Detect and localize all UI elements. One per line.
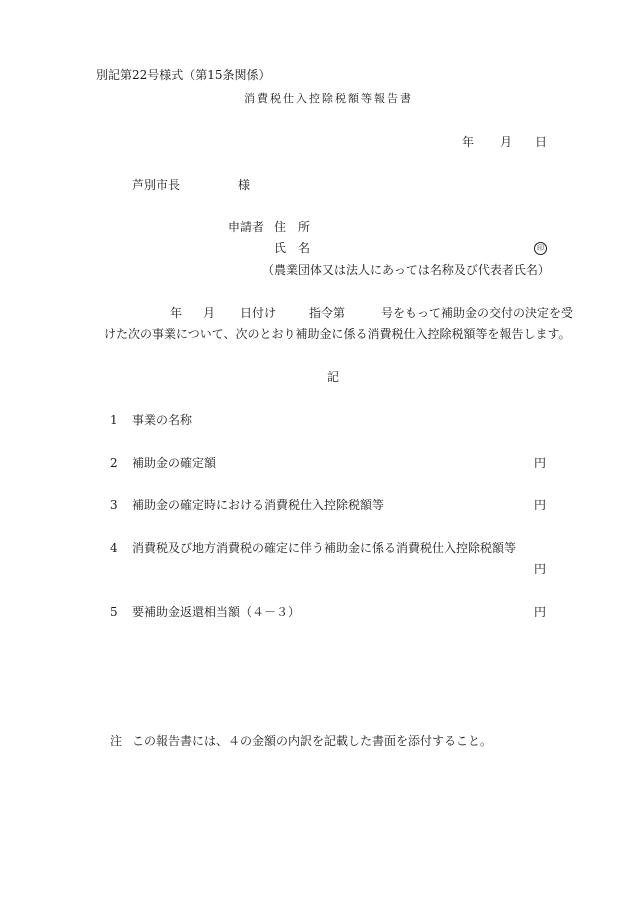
addressee-honorific: 様: [238, 178, 251, 192]
document-title: 消費税仕入控除税額等報告書: [244, 92, 413, 105]
date-day: 日: [535, 135, 548, 149]
body-year: 年: [170, 306, 183, 320]
item-label: 補助金の確定額: [132, 456, 217, 470]
seal-mark: 印: [534, 242, 547, 255]
applicant-note: （農業団体又は法人にあっては名称及び代表者氏名）: [262, 263, 550, 277]
item-unit: 円: [534, 498, 547, 512]
date-year: 年: [462, 135, 475, 149]
applicant-label: 申請者: [228, 220, 265, 234]
note-label: 注: [110, 734, 123, 748]
item-label: 補助金の確定時における消費税仕入控除税額等: [132, 498, 385, 512]
item-number: 5: [110, 605, 118, 619]
item-unit: 円: [534, 456, 547, 470]
addressee-name: 芦別市長: [132, 178, 181, 192]
item-label: 事業の名称: [132, 413, 193, 427]
item-number: 3: [110, 498, 118, 512]
item-label: 消費税及び地方消費税の確定に伴う補助金に係る消費税仕入控除税額等: [132, 541, 517, 555]
date-month: 月: [500, 135, 513, 149]
item-unit: 円: [534, 605, 547, 619]
address-label: 住 所: [274, 220, 311, 234]
body-month: 月: [203, 306, 216, 320]
ki-heading: 記: [327, 370, 340, 384]
body-line2: けた次の事業について、次のとおり補助金に係る消費税仕入控除税額等を報告します。: [104, 327, 571, 341]
body-line1-text: 号をもって補助金の交付の決定を受: [381, 306, 574, 320]
item-label: 要補助金返還相当額（４－３）: [132, 605, 301, 619]
item-number: 2: [110, 456, 118, 470]
body-dated: 日付け: [240, 306, 277, 320]
body-directive: 指令第: [309, 306, 346, 320]
item-unit: 円: [534, 562, 547, 576]
item-number: 1: [110, 413, 118, 427]
item-number: 4: [110, 541, 118, 555]
name-label: 氏 名: [274, 241, 311, 255]
form-label: 別記第22号様式（第15条関係）: [96, 68, 271, 82]
note-text: この報告書には、４の金額の内訳を記載した書面を添付すること。: [132, 734, 493, 748]
